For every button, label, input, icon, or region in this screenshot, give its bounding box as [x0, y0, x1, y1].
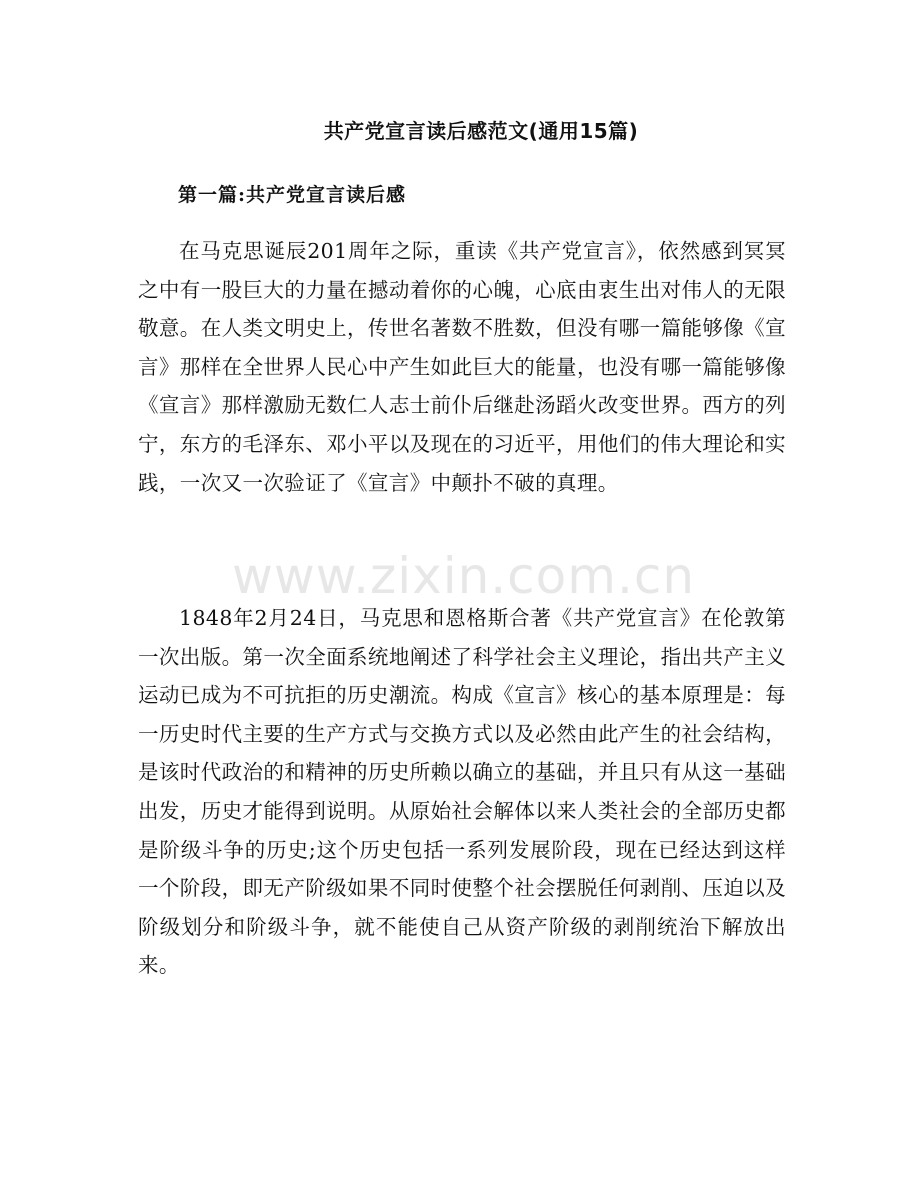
document-title: 共产党宣言读后感范文(通用15篇) — [323, 119, 639, 143]
body-paragraph-2: 1848年2月24日，马克思和恩格斯合著《共产党宣言》在伦敦第一次出版。第一次全面系统地阐述了科学社会主义理论，指出共产主义运动已成为不可抗拒的历史潮流。构成《宣言》核心的基本原理是：每一历史时代主要的生产方式与交换方式以及必然由此产生的社会结构，是该时代政治的和精神的历史所赖以确立的基础，并且只有从这一基础出发，历史才能得到说明。从原始社会解体以来人类社会的全部历史都是阶级斗争的历史;这个历史包括一系列发展阶段，现在已经达到这样一个阶段，即无产阶级如果不同时使整个社会摆脱任何剥削、压迫以及阶级划分和阶级斗争，就不能使自己从资产阶级的剥削统治下解放出来。 — [138, 606, 786, 978]
section-heading: 第一篇:共产党宣言读后感 — [178, 184, 407, 206]
watermark-text: www.zixin.com.cn — [232, 547, 696, 605]
body-paragraph-1: 在马克思诞辰201周年之际，重读《共产党宣言》，依然感到冥冥之中有一股巨大的力量在撼动着你的心魄，心底由衷生出对伟人的无限敬意。在人类文明史上，传世名著数不胜数，但没有哪一篇能够像《宣言》那样在全世界人民心中产生如此巨大的能量，也没有哪一篇能够像《宣言》那样激励无数仁人志士前仆后继赴汤蹈火改变世界。西方的列宁，东方的毛泽东、邓小平以及现在的习近平，用他们的伟大理论和实践，一次又一次验证了《宣言》中颠扑不破的真理。 — [138, 239, 786, 495]
